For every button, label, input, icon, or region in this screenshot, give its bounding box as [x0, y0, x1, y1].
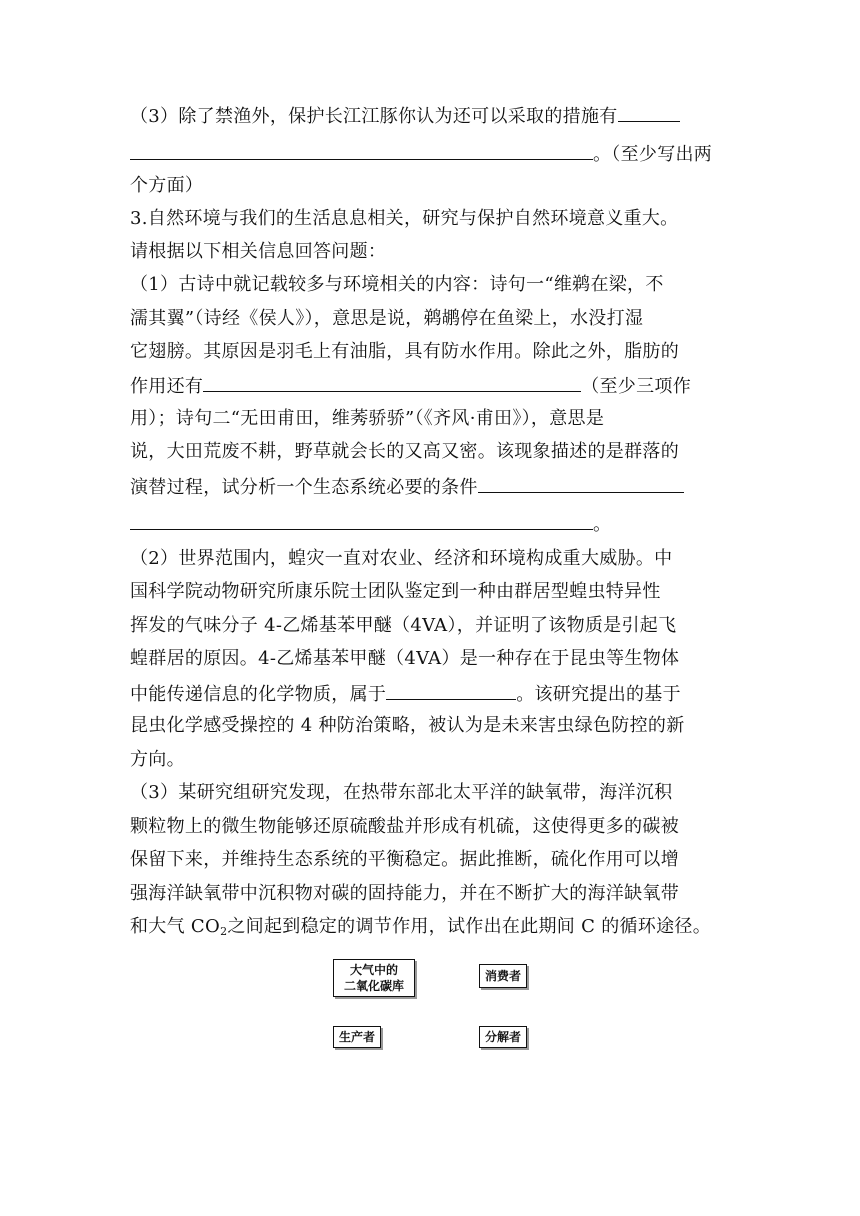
q3-part3-line2: 颗粒物上的微生物能够还原硫酸盐并形成有机硫，这使得更多的碳被 — [130, 816, 679, 837]
consumer-box: 消费者 — [479, 964, 527, 988]
answer-blank[interactable] — [130, 511, 593, 530]
q3-part3-line1: （3）某研究组研究发现，在热带东部北太平洋的缺氧带，海洋沉积 — [130, 782, 673, 803]
q2-part3-line3: 个方面） — [130, 175, 204, 196]
q3-part1-line6: 说，大田荒废不耕，野草就会长的又高又密。该现象描述的是群落的 — [130, 441, 679, 462]
q3-part2-line2: 国科学院动物研究所康乐院士团队鉴定到一种由群居型蝗虫特异性 — [130, 581, 661, 602]
q2-part3-line2: 。（至少写出两 — [130, 141, 712, 167]
q3-part2-line4: 蝗群居的原因。4-乙烯基苯甲醚（4VA）是一种存在于昆虫等生物体 — [130, 648, 680, 669]
q2-part3-line1: （3）除了禁渔外，保护长江江豚你认为还可以采取的措施有 — [130, 103, 680, 129]
answer-blank[interactable] — [478, 474, 684, 493]
decomposer-box: 分解者 — [479, 1026, 527, 1048]
q3-part1-line4: 作用还有 （至少三项作 — [130, 373, 691, 399]
producer-box: 生产者 — [333, 1026, 381, 1048]
q3-part1-line8: 。 — [130, 511, 611, 537]
q3-part3-line4: 强海洋缺氧带中沉积物对碳的固持能力，并在不断扩大的海洋缺氧带 — [130, 883, 679, 904]
q3-part1-line7: 演替过程，试分析一个生态系统必要的条件 — [130, 474, 684, 500]
q3-part2-line1: （2）世界范围内，蝗灾一直对农业、经济和环境构成重大威胁。中 — [130, 548, 673, 569]
q3-part1-line2: 濡其翼”（诗经《侯人》），意思是说，鹈鹕停在鱼梁上，水没打湿 — [130, 308, 644, 329]
q3-intro-line2: 请根据以下相关信息回答问题： — [130, 241, 387, 262]
q3-part3-line5: 和大气 $CO_2$之间起到稳定的调节作用，试作出在此期间 C 的循环途径。 — [130, 916, 711, 938]
q3-intro-line1: 3.自然环境与我们的生活息息相关，研究与保护自然环境意义重大。 — [130, 208, 679, 229]
answer-blank[interactable] — [203, 373, 581, 392]
q3-part2-line7: 方向。 — [130, 749, 185, 770]
q3-part1-line3: 它翅膀。其原因是羽毛上有油脂，具有防水作用。除此之外，脂肪的 — [130, 341, 679, 362]
atmosphere-co2-pool-box: 大气中的 二氧化碳库 — [333, 959, 415, 997]
answer-blank[interactable] — [386, 681, 516, 700]
q3-part1-line1: （1）古诗中就记载较多与环境相关的内容：诗句一“维鹈在梁，不 — [130, 274, 664, 295]
q3-part2-line6: 昆虫化学感受操控的 4 种防治策略，被认为是未来害虫绿色防控的新 — [130, 715, 685, 736]
q3-part2-line3: 挥发的气味分子 4-乙烯基苯甲醚（4VA），并证明了该物质是引起飞 — [130, 615, 677, 636]
q3-part1-line5: 用）；诗句二“无田甫田，维莠骄骄”（《齐风·甫田》），意思是 — [130, 408, 605, 429]
answer-blank[interactable] — [618, 103, 680, 122]
q3-part2-line5: 中能传递信息的化学物质，属于 。该研究提出的基于 — [130, 681, 681, 707]
answer-blank[interactable] — [130, 141, 593, 160]
q3-part3-line3: 保留下来，并维持生态系统的平衡稳定。据此推断，硫化作用可以增 — [130, 849, 679, 870]
